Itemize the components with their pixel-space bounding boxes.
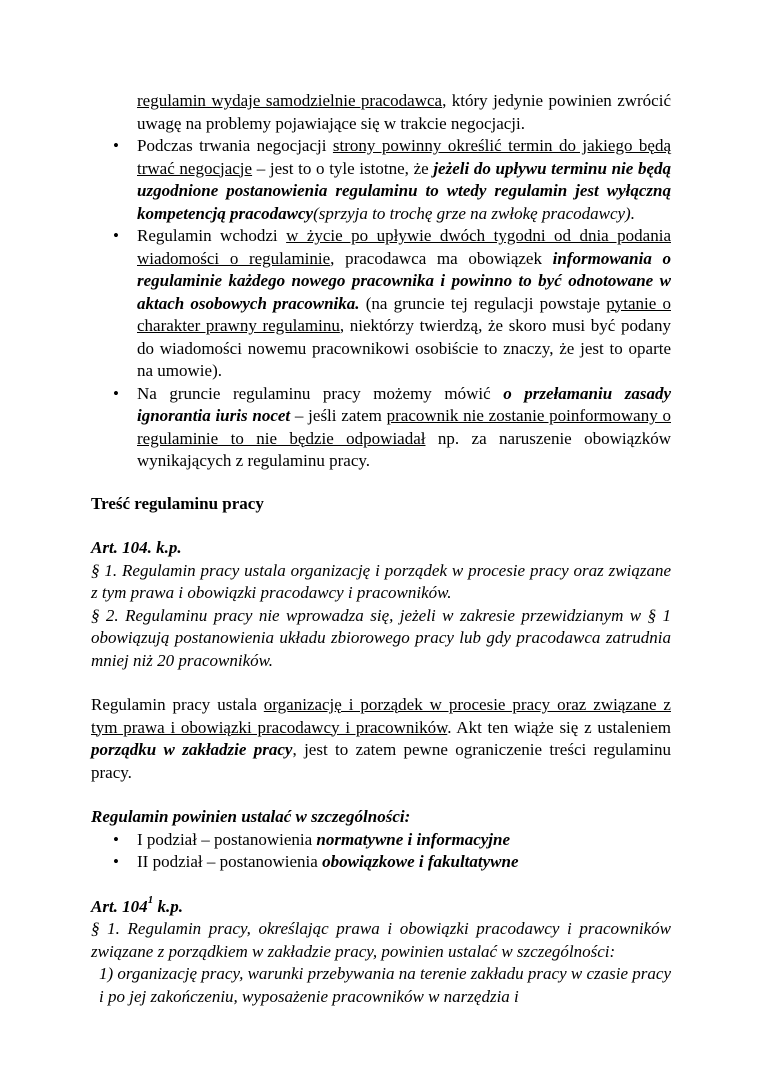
underlined-text: organizację i porządek w procesie pracy oraz związane z tym prawa i obowiązki pracodawcy i pracowników bbox=[91, 695, 671, 737]
division-list bbox=[91, 829, 671, 874]
division-item-1 bbox=[91, 829, 671, 852]
text: II podział – postanowienia bbox=[137, 852, 323, 871]
bold-italic-text: porządku w zakładzie pracy bbox=[91, 740, 293, 759]
superscript: 1 bbox=[147, 893, 154, 906]
should-establish-heading: Regulamin powinien ustalać w szczególności: bbox=[91, 807, 411, 826]
intro-continuation bbox=[91, 90, 671, 135]
text: – jest to o tyle istotne, że bbox=[252, 158, 434, 178]
text: I podział – postanowienia bbox=[137, 829, 317, 849]
text: – jeśli zatem bbox=[290, 406, 387, 425]
art104-title: Art. 104. k.p. bbox=[91, 538, 182, 557]
text: (na gruncie tej regulacji powstaje bbox=[359, 293, 607, 313]
text: Regulamin wchodzi bbox=[137, 226, 287, 245]
underlined-text: strony powinny określić termin do jakiego będą trwać negocjacje bbox=[137, 136, 671, 178]
text: , pracodawca ma obowiązek bbox=[330, 248, 553, 268]
art1041-title bbox=[91, 893, 671, 919]
italic-text: (sprzyja to trochę grze na zwłokę pracodawcy). bbox=[313, 203, 635, 223]
text: , jest to zatem pewne ograniczenie treści regulaminu pracy. bbox=[91, 740, 671, 782]
art104-paragraph-1: § 1. Regulamin pracy ustala organizację i porządek w procesie pracy oraz związane z tym prawa i obowiązki pracodawcy i pracowników. bbox=[91, 560, 671, 602]
intro-text: , który jedynie powinien zwrócić uwagę na problemy pojawiające się w trakcie negocjacji. bbox=[137, 91, 671, 133]
text: , niektórzy twierdzą, że skoro musi być podany do wiadomości nowemu pracownikowi osobiście to znaczy, że jest to oparte na umowie). bbox=[137, 316, 671, 380]
text: . Akt ten wiąże się z ustaleniem bbox=[447, 717, 672, 737]
bullet-ignorantia bbox=[91, 383, 671, 473]
bold-italic-text: o przełamaniu zasady ignorantia iuris nocet bbox=[137, 383, 671, 425]
section-heading: Treść regulaminu pracy bbox=[91, 493, 264, 513]
art1041-paragraph-1: § 1. Regulamin pracy, określając prawa i obowiązki pracodawcy i pracowników związane z porządkiem w zakładzie pracy, powinien ustalać w szczególności: bbox=[91, 919, 671, 961]
text: k.p. bbox=[153, 896, 183, 916]
bold-italic-text: jeżeli do upływu terminu nie będą uzgodnione postanowienia regulaminu to wtedy regulamin jest wyłączną kompetencją pracodawcy bbox=[137, 158, 671, 223]
text: Regulamin pracy ustala bbox=[91, 695, 264, 714]
text: Podczas trwania negocjacji bbox=[137, 136, 333, 155]
art1041-point-1: 1) organizację pracy, warunki przebywania na terenie zakładu pracy w czasie pracy i po jej zakończeniu, wyposażenie pracowników w narzędzia i bbox=[99, 964, 671, 1006]
bold-italic-text: normatywne i informacyjne bbox=[316, 829, 511, 849]
bold-italic-text: obowiązkowe i fakultatywne bbox=[322, 852, 519, 871]
bold-italic-text: informowania o regulaminie każdego nowego pracownika i powinno to być odnotowane w aktach osobowych pracownika. bbox=[137, 248, 671, 313]
bullet-entry-into-force bbox=[91, 225, 671, 383]
underlined-text: w życie po upływie dwóch tygodni od dnia podania wiadomości o regulaminie bbox=[137, 226, 671, 268]
page-content bbox=[91, 90, 671, 1008]
bullet-negotiation-term bbox=[91, 135, 671, 225]
underlined-text: pytanie o charakter prawny regulaminu bbox=[137, 293, 671, 335]
regulation-paragraph bbox=[91, 694, 671, 784]
text: np. za naruszenie obowiązków wynikających z regulaminu pracy. bbox=[137, 428, 671, 470]
division-item-2 bbox=[91, 851, 671, 874]
intro-underlined: regulamin wydaje samodzielnie pracodawca bbox=[137, 91, 443, 110]
text: Art. 104 bbox=[91, 896, 148, 916]
underlined-text: pracownik nie zostanie poinformowany o regulaminie to nie będzie odpowiadał bbox=[137, 406, 671, 448]
text: Na gruncie regulaminu pracy możemy mówić bbox=[137, 383, 504, 403]
bullet-list bbox=[91, 135, 671, 473]
art104-paragraph-2: § 2. Regulaminu pracy nie wprowadza się, jeżeli w zakresie przewidzianym w § 1 obowiązują postanowienia układu zbiorowego pracy lub gdy pracodawca zatrudnia mniej niż 20 pracowników. bbox=[91, 605, 671, 670]
